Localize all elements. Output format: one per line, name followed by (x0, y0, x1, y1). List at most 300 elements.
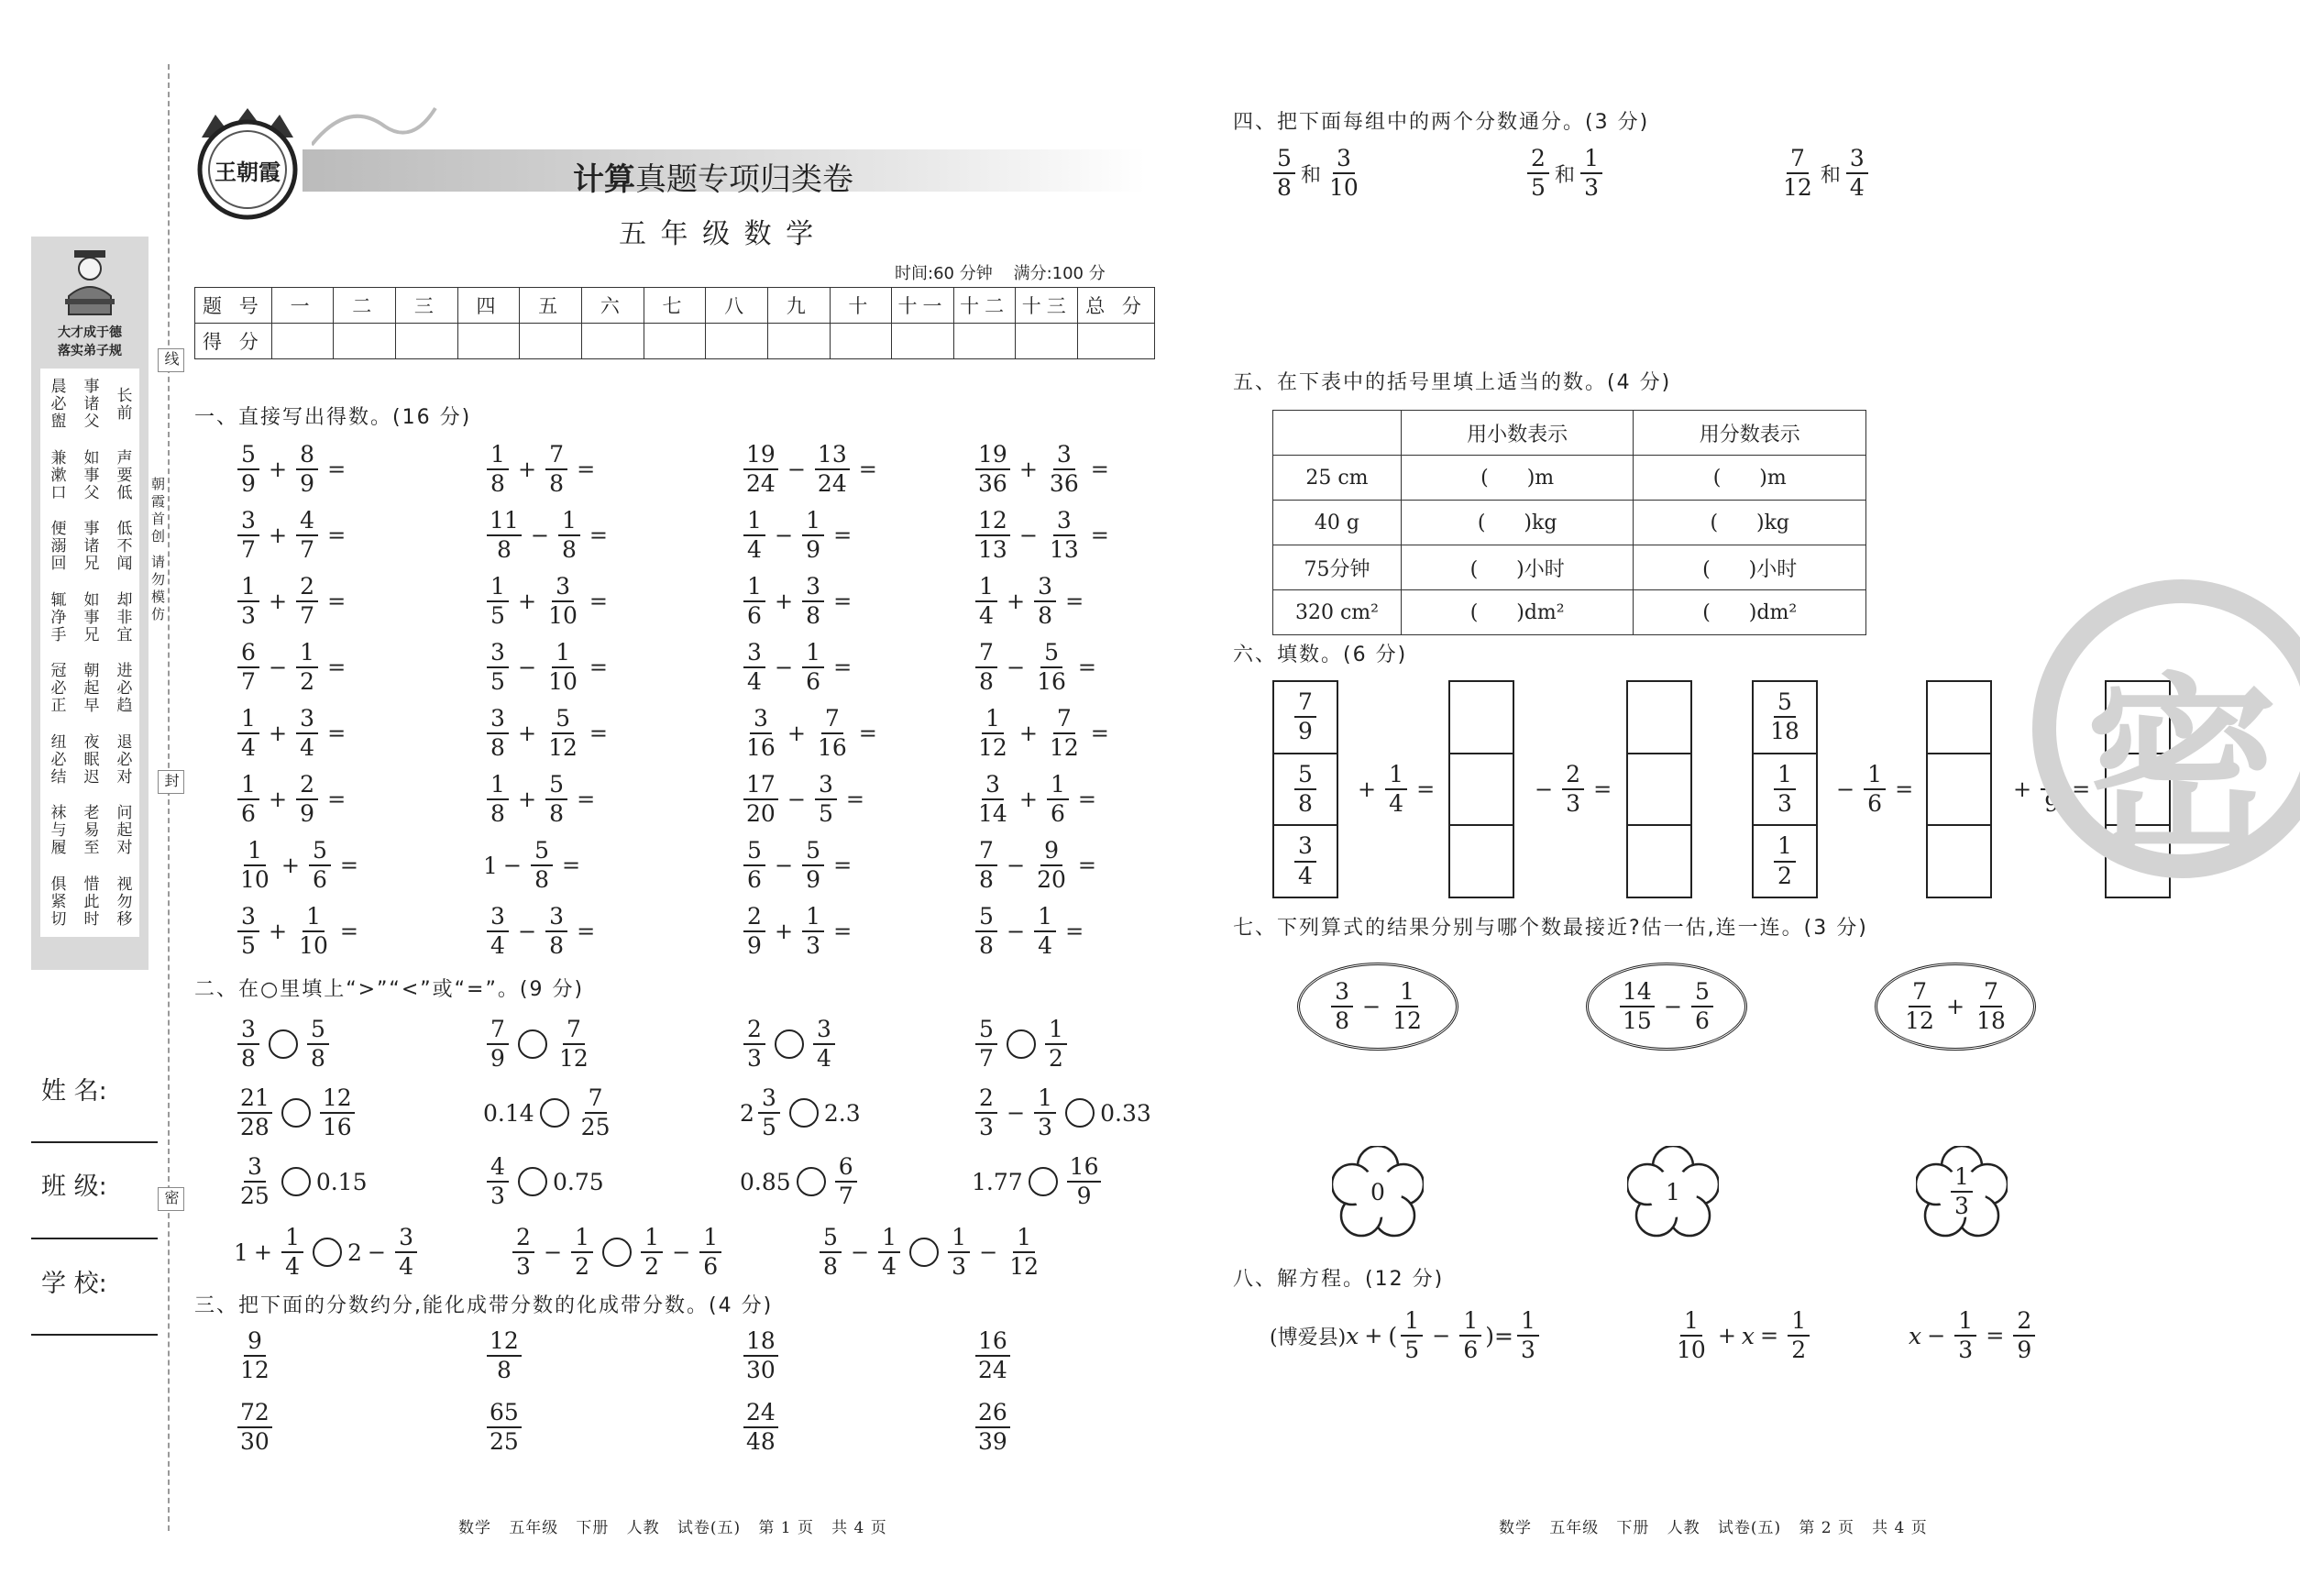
fraction: 5 7 (975, 1018, 997, 1072)
operator: − (1362, 994, 1381, 1019)
score-input-cell[interactable] (953, 324, 1016, 359)
operator: − (518, 655, 537, 681)
fraction: 1 8 (487, 773, 509, 827)
operator: = (589, 589, 609, 615)
reduce-fraction (234, 1329, 276, 1383)
poem-line: 声要低 (113, 448, 132, 501)
seal-mark-mi: 密 (158, 1187, 184, 1211)
score-header-cell: 二 (334, 288, 396, 324)
score-input-cell[interactable] (334, 324, 396, 359)
fraction: $\frac{5}{8}$ (531, 839, 553, 893)
equation: (博爱县) x + ( 1 5 − $\frac{1}{6}$ )= $\frac{1}{3}$ (1270, 1309, 1543, 1363)
fraction: $\frac{3}{4}$ (296, 707, 318, 761)
score-header-cell: 一 (271, 288, 334, 324)
operator: = (1090, 457, 1109, 483)
score-input-cell[interactable] (644, 324, 706, 359)
conv-row-label: 40 g (1273, 501, 1402, 545)
and-word: 和 (1555, 163, 1576, 187)
logo-emblem (179, 101, 316, 220)
score-input-cell[interactable] (520, 324, 582, 359)
operator: + (1717, 1323, 1736, 1349)
fraction: 1 2 (1774, 834, 1796, 888)
section8-title: 八、解方程。(12 分) (1233, 1268, 1445, 1291)
target-flower[interactable] (1627, 1146, 1719, 1238)
operator: + (518, 589, 537, 615)
fraction: $\frac{1}{12}$ (1009, 1224, 1040, 1281)
reduce-fraction (483, 1401, 525, 1455)
score-table (194, 287, 1155, 359)
fraction: 12 13 (975, 509, 1010, 563)
fraction: 1 8 (487, 443, 509, 497)
fraction: 1 5 (1401, 1309, 1423, 1363)
operator: = (833, 523, 853, 549)
poem-line: 惜此时 (80, 875, 99, 928)
fraction: 3 8 (237, 1018, 259, 1072)
fraction: 3 4 (1294, 834, 1316, 888)
operator: − (269, 655, 288, 681)
fraction: 1 4 (237, 707, 259, 761)
fraction: 5 8 (1273, 147, 1295, 201)
fraction: 7 9 (487, 1018, 509, 1072)
score-header-cell: 十二 (953, 288, 1016, 324)
conv-row-label: 25 cm (1273, 456, 1402, 501)
score-input-cell[interactable] (892, 324, 954, 359)
given-fraction-stack (1272, 680, 1338, 898)
whole-number: 1 (483, 852, 498, 879)
fraction: $\frac{1}{12}$ (1392, 977, 1422, 1034)
conv-answer-cell[interactable]: ( )小时 (1634, 545, 1866, 590)
poem-line: 纽必结 (47, 732, 66, 786)
operator: + (518, 721, 537, 747)
operator: = (1077, 853, 1097, 879)
watermark-char: 密 (2085, 656, 2279, 881)
fraction: $\frac{2}{9}$ (296, 773, 318, 827)
operator: + (518, 457, 537, 483)
stack-cell[interactable] (1450, 754, 1513, 827)
arith-problem (740, 509, 857, 563)
fraction: $\frac{5}{8}$ (545, 773, 567, 827)
operator: − (851, 1239, 870, 1266)
variable-x: x (1346, 1322, 1359, 1349)
poem-line: 却非宜 (113, 590, 132, 644)
section7-title: 七、下列算式的结果分别与哪个数最接近?估一估,连一连。(3 分) (1233, 917, 1868, 940)
stack-cell[interactable] (1928, 682, 1990, 754)
compare-circle[interactable] (797, 1167, 826, 1196)
fill-operation (1352, 763, 1440, 817)
fraction: $\frac{2}{9}$ (2013, 1309, 2035, 1363)
fraction: 5 6 (743, 839, 765, 893)
arith-problem (234, 839, 364, 893)
operator: − (787, 457, 806, 483)
operator: = (327, 523, 347, 549)
stack-cell[interactable] (1450, 826, 1513, 897)
score-input-cell[interactable] (706, 324, 768, 359)
stack-cell[interactable] (1628, 682, 1690, 754)
conv-answer-cell[interactable]: ( )kg (1401, 501, 1634, 545)
score-input-cell[interactable] (396, 324, 458, 359)
variable-x: x (1741, 1322, 1755, 1349)
reduce-fraction (740, 1329, 782, 1383)
fraction: $\frac{1}{6}$ (1864, 763, 1886, 817)
compare-circle[interactable] (1029, 1167, 1058, 1196)
compare-circle[interactable] (518, 1167, 547, 1196)
fraction: $\frac{3}{8}$ (802, 575, 824, 629)
operator: = (1077, 787, 1097, 813)
arith-problem (234, 575, 351, 629)
fraction: 14 15 (1620, 980, 1655, 1034)
copyright-note: 朝霞首创 请勿模仿 (149, 477, 166, 624)
poem-line: 冠必正 (47, 662, 66, 715)
compare-problem: 2 3 5 2.3 (740, 1084, 861, 1141)
operator: = (589, 655, 609, 681)
operator: − (775, 853, 794, 879)
conv-answer-cell[interactable]: ( )m (1634, 456, 1866, 501)
subtitle: 五 年 级 数 学 (619, 218, 817, 250)
reduce-fraction (740, 1401, 782, 1455)
compare-circle[interactable] (518, 1029, 547, 1059)
target-flower[interactable] (1332, 1146, 1424, 1238)
estimate-expression-oval[interactable] (1875, 963, 2036, 1051)
title-rest: 真题专项归类卷 (635, 161, 853, 198)
fraction: 24 48 (743, 1401, 778, 1455)
stack-cell (1274, 826, 1337, 897)
score-input-cell[interactable] (830, 324, 892, 359)
operator: = (327, 457, 347, 483)
motto-line-1: 大才成于德 (58, 325, 122, 340)
score-header-cell: 六 (582, 288, 644, 324)
fraction: $\frac{3}{8}$ (1034, 575, 1056, 629)
score-input-cell[interactable] (271, 324, 334, 359)
operator: = (577, 457, 596, 483)
poem-line: 问起对 (113, 804, 132, 857)
reduce-fraction (972, 1401, 1014, 1455)
operator: = (1895, 776, 1914, 803)
equation (1670, 1309, 1813, 1363)
logo-text: 王朝霞 (215, 159, 281, 185)
score-header-cell: 十 (830, 288, 892, 324)
fraction: $\frac{1}{3}$ (1517, 1309, 1539, 1363)
fraction: 1 6 (237, 773, 259, 827)
operator: = (327, 787, 347, 813)
section3-title: 三、把下面的分数约分,能化成带分数的化成带分数。(4 分) (194, 1294, 774, 1317)
compare-problem: 0.85 6 7 (740, 1155, 861, 1209)
fraction: 1 5 (487, 575, 509, 629)
operator: + (1018, 457, 1038, 483)
stack-cell[interactable] (1450, 682, 1513, 754)
compare-circle[interactable] (281, 1098, 311, 1128)
score-input-cell[interactable] (1078, 324, 1155, 359)
fraction: $\frac{5}{16}$ (1037, 639, 1066, 696)
name-field[interactable] (31, 1141, 158, 1143)
seal-mark-feng: 封 (158, 770, 184, 794)
operator: − (1007, 1100, 1026, 1127)
operator: = (1090, 721, 1109, 747)
operator: = (327, 721, 347, 747)
fraction: 5 9 (237, 443, 259, 497)
score-input-cell[interactable] (582, 324, 644, 359)
operator: − (1007, 853, 1026, 879)
operator: = (577, 787, 596, 813)
poem-line: 老易至 (80, 804, 99, 857)
poem-block (40, 369, 139, 937)
operator: − (1432, 1323, 1451, 1349)
fraction: 72 30 (237, 1401, 272, 1455)
compare-circle[interactable] (281, 1167, 311, 1196)
operator: + (1018, 721, 1038, 747)
seal-mark-line: 线 (158, 348, 184, 372)
operator: = (1416, 776, 1436, 803)
score-input-cell[interactable] (767, 324, 830, 359)
operator: − (518, 919, 537, 945)
scholar-figure (58, 246, 122, 319)
conv-header-cell (1273, 411, 1402, 456)
fraction: 6 7 (835, 1155, 857, 1209)
fraction: $\frac{7}{16}$ (817, 705, 847, 762)
poem-line: 兼漱口 (47, 448, 66, 501)
school-field[interactable] (31, 1334, 158, 1336)
operator: = (1065, 589, 1084, 615)
arith-problem (972, 509, 1115, 563)
stack-cell[interactable] (1628, 826, 1690, 897)
fraction: 7 12 (1905, 977, 1934, 1034)
fraction: 7 25 (580, 1084, 611, 1141)
poem-line: 袜与履 (47, 804, 66, 857)
fraction: 2 3 (975, 1086, 997, 1140)
operator: = (833, 919, 853, 945)
conv-answer-cell[interactable]: ( )dm² (1401, 590, 1634, 635)
fraction: $\frac{1}{3}$ (1034, 1086, 1056, 1140)
stack-cell (1274, 754, 1337, 827)
stack-cell[interactable] (1628, 754, 1690, 827)
fraction: $\frac{3}{13}$ (1049, 507, 1079, 564)
operator: + (253, 1239, 273, 1266)
fraction: 1 10 (240, 837, 270, 894)
fraction: $\frac{7}{12}$ (1049, 705, 1079, 762)
stack-cell[interactable] (1928, 826, 1990, 897)
estimate-expression-oval[interactable] (1586, 963, 1747, 1051)
operator: − (530, 523, 549, 549)
fraction: $\frac{1}{4}$ (1385, 763, 1407, 817)
arith-problem (972, 707, 1115, 761)
poem-line: 如事兄 (80, 590, 99, 644)
target-flower[interactable] (1916, 1146, 2008, 1238)
operator: = (589, 523, 609, 549)
compare-circle[interactable] (1007, 1029, 1036, 1059)
fraction: 26 39 (975, 1401, 1010, 1455)
operator: − (1007, 655, 1026, 681)
arith-problem (483, 575, 613, 629)
arith-problem (740, 707, 883, 761)
fraction: 5 8 (307, 1018, 329, 1072)
compare-circle[interactable] (1065, 1098, 1095, 1128)
operator: + (775, 919, 794, 945)
arith-problem (483, 773, 600, 827)
variable-x: x (1909, 1322, 1922, 1349)
name-label: 姓 名: (41, 1077, 107, 1106)
section2-title: 二、在○里填上“>”“<”或“=”。(9 分) (194, 978, 585, 1001)
fraction: $\frac{3}{10}$ (548, 573, 578, 630)
operator: = (1065, 919, 1084, 945)
compare-problem (509, 1226, 725, 1280)
compare-problem: 4 3 0.75 (483, 1155, 604, 1209)
stack-cell (1754, 754, 1816, 827)
poem-line: 进必趋 (113, 662, 132, 715)
arith-problem (234, 905, 364, 959)
arith-problem (740, 773, 870, 827)
given-fraction-stack (1752, 680, 1818, 898)
operator: = (339, 919, 359, 945)
fraction: 2 3 (743, 1018, 765, 1072)
fraction: 4 3 (487, 1155, 509, 1209)
arith-problem (483, 905, 600, 959)
operator: = (1593, 776, 1612, 803)
fraction: $\frac{1}{6}$ (699, 1226, 721, 1280)
answer-stack[interactable] (1926, 680, 1992, 898)
compare-problem (483, 1018, 595, 1072)
fraction: $\frac{1}{9}$ (802, 509, 824, 563)
fraction: 3 10 (1329, 145, 1359, 202)
fraction: 16 24 (975, 1329, 1010, 1383)
section5-title: 五、在下表中的括号里填上适当的数。(4 分) (1233, 371, 1672, 394)
fraction: 1 12 (978, 705, 1007, 762)
fraction: 6 7 (237, 641, 259, 695)
fraction: 5 8 (1294, 763, 1316, 817)
fraction: 3 4 (1846, 147, 1868, 201)
class-field[interactable] (31, 1238, 158, 1239)
fraction: 1 3 (237, 575, 259, 629)
operator: = (562, 853, 581, 879)
page-title (573, 154, 853, 199)
common-denominator-pair (1270, 147, 1365, 201)
fraction: 17 20 (743, 773, 778, 827)
compare-circle[interactable] (775, 1029, 804, 1059)
poem-line: 事诸兄 (80, 520, 99, 573)
arith-problem (234, 641, 351, 695)
school-label: 学 校: (41, 1270, 107, 1298)
compare-circle[interactable] (313, 1238, 342, 1267)
operator: + (281, 853, 300, 879)
reduce-fraction (483, 1329, 525, 1383)
fraction: 1 3 (1580, 147, 1602, 201)
operator: − (672, 1239, 691, 1266)
arith-problem (234, 773, 351, 827)
fraction: $\frac{13}{24}$ (815, 443, 850, 497)
fraction: 3 8 (1331, 980, 1353, 1034)
fraction: $\frac{1}{2}$ (1788, 1309, 1810, 1363)
fraction: 12 16 (320, 1086, 355, 1140)
class-label: 班 级: (41, 1172, 107, 1201)
compare-problem: 1 + $\frac{1}{4}$ 2 − $\frac{3}{4}$ (234, 1226, 421, 1280)
compare-problem (234, 1018, 333, 1072)
reduce-fraction (234, 1401, 276, 1455)
compare-circle[interactable] (540, 1098, 569, 1128)
operator: − (1836, 776, 1855, 803)
compare-problem: 0.14 7 25 (483, 1086, 616, 1140)
stack-cell (1274, 682, 1337, 754)
fraction: $\frac{1}{6}$ (1047, 773, 1069, 827)
fraction: 2 5 (1527, 147, 1549, 201)
arith-problem (234, 707, 351, 761)
arith-problem (972, 905, 1089, 959)
fraction: 11 8 (487, 509, 522, 563)
operator: + (775, 589, 794, 615)
compare-circle[interactable] (269, 1029, 298, 1059)
equation (1909, 1309, 2039, 1363)
answer-stack[interactable] (1626, 680, 1692, 898)
watermark-seal (2030, 578, 2300, 880)
fraction: 3 5 (487, 641, 509, 695)
section4-title: 四、把下面每组中的两个分数通分。(3 分) (1233, 111, 1650, 134)
poem-line: 朝起早 (80, 662, 99, 715)
score-input-cell[interactable] (1016, 324, 1078, 359)
arith-problem (972, 839, 1102, 893)
conversion-table (1272, 410, 1866, 635)
estimate-expression-oval[interactable] (1297, 963, 1458, 1051)
fraction: 1 4 (975, 575, 997, 629)
poem-line: 长前 (113, 386, 132, 422)
fraction: 16 9 (1067, 1155, 1102, 1209)
common-denominator-pair (1777, 147, 1872, 201)
stack-cell (1754, 682, 1816, 754)
operator: = (589, 721, 609, 747)
poem-line: 事诸父 (80, 378, 99, 431)
operator: + (518, 787, 537, 813)
fraction: $\frac{9}{20}$ (1037, 837, 1066, 894)
fraction: $\frac{2}{3}$ (1562, 763, 1584, 817)
compare-circle[interactable] (909, 1238, 939, 1267)
operator: + (1364, 1323, 1383, 1349)
conv-answer-cell[interactable]: ( )m (1401, 456, 1634, 501)
fraction: $\frac{5}{9}$ (802, 839, 824, 893)
operator: − (1018, 523, 1038, 549)
operator: − (1663, 994, 1682, 1019)
fraction: $\frac{2}{7}$ (296, 575, 318, 629)
footer-left: 数学 五年级 下册 人教 试卷(五) 第 1 页 共 4 页 (458, 1519, 887, 1537)
fraction: 2 3 (512, 1226, 534, 1280)
operator: = (833, 853, 853, 879)
compare-circle[interactable] (789, 1098, 819, 1128)
score-input-cell[interactable] (457, 324, 520, 359)
fraction: $\frac{8}{9}$ (296, 443, 318, 497)
compare-problem: 3 25 0.15 (234, 1155, 367, 1209)
operator: − (775, 523, 794, 549)
stack-cell[interactable] (1928, 754, 1990, 827)
conv-answer-cell[interactable]: ( )小时 (1401, 545, 1634, 590)
fraction: $\frac{1}{2}$ (296, 641, 318, 695)
operator: + (269, 721, 288, 747)
conv-answer-cell[interactable]: ( )kg (1634, 501, 1866, 545)
fraction: $\frac{1}{6}$ (802, 641, 824, 695)
fraction: $\frac{1}{2}$ (571, 1226, 593, 1280)
operator: = (858, 721, 877, 747)
motto-line-2: 落实弟子规 (58, 344, 122, 358)
conv-answer-cell[interactable]: ( )dm² (1634, 590, 1866, 635)
fraction: $\frac{3}{4}$ (395, 1226, 417, 1280)
flower-value: 0 (1370, 1178, 1385, 1205)
answer-stack[interactable] (1448, 680, 1514, 898)
operator: = (858, 457, 877, 483)
fraction: 7 12 (1783, 145, 1812, 202)
arith-problem (740, 641, 857, 695)
compare-circle[interactable] (602, 1238, 632, 1267)
arith-problem (972, 773, 1102, 827)
operator: − (775, 655, 794, 681)
operator: = (833, 589, 853, 615)
operator: = (833, 655, 853, 681)
fraction: 19 24 (743, 443, 778, 497)
fraction: 1 2 (1045, 1018, 1067, 1072)
fraction: 7 12 (559, 1016, 589, 1073)
